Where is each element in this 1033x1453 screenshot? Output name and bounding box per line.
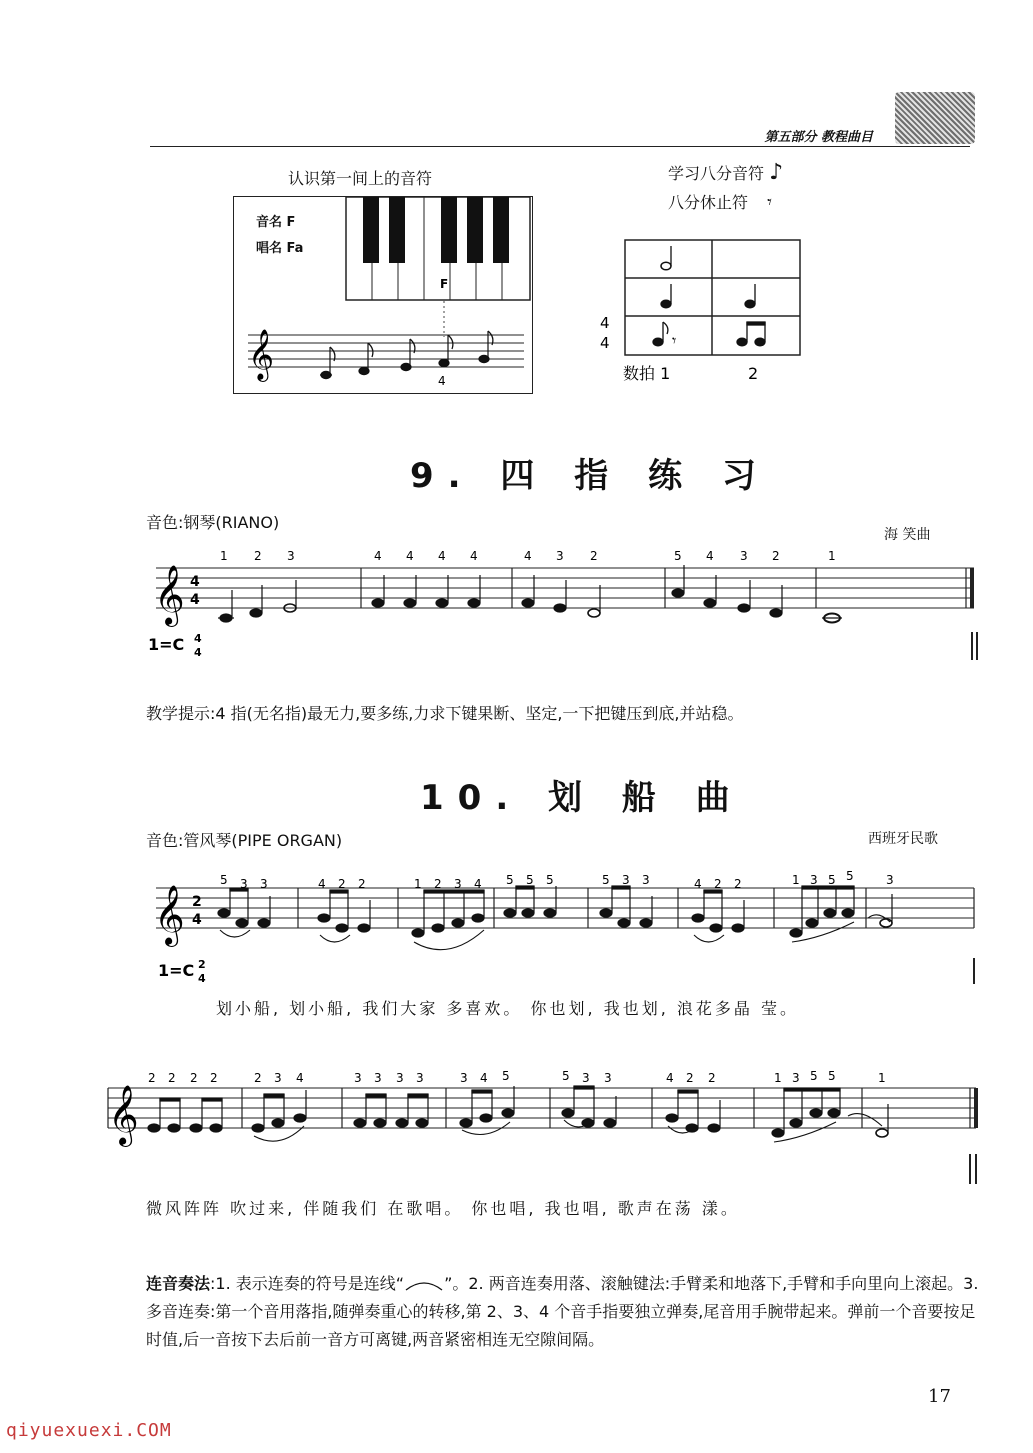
legato-label: 连音奏法: [146, 1274, 211, 1293]
piece9-composer: 海 笑曲: [884, 527, 931, 543]
svg-text:1: 1: [792, 873, 800, 887]
finger-number-4: 4: [438, 374, 446, 388]
piece10-lyrics-line1: 划小船, 划小船, 我们大家 多喜欢。 你也划, 我也划, 浪花多晶 莹。: [216, 999, 799, 1018]
piece9-fingering: [220, 550, 836, 563]
svg-text:3: 3: [740, 550, 748, 563]
svg-text:5: 5: [846, 869, 854, 883]
note-value-grid: [596, 238, 806, 388]
slur-symbol-icon: [404, 1278, 444, 1292]
piece9-time-top: 4: [194, 632, 202, 645]
svg-text:4: 4: [706, 550, 714, 563]
legato-paragraph: [146, 1270, 982, 1354]
note-name-label: 音名 F: [256, 215, 296, 230]
svg-text:3: 3: [604, 1071, 612, 1085]
svg-text:3: 3: [240, 877, 248, 891]
svg-text:1: 1: [220, 550, 228, 563]
svg-text:3: 3: [454, 877, 462, 891]
svg-text:2: 2: [338, 877, 346, 891]
svg-text:2: 2: [254, 550, 262, 563]
svg-text:4: 4: [374, 550, 382, 563]
svg-text:5: 5: [828, 1069, 836, 1083]
svg-text:2: 2: [590, 550, 598, 563]
eighth-rest-caption: [668, 190, 772, 213]
svg-text:4: 4: [666, 1071, 674, 1085]
svg-text:5: 5: [810, 1069, 818, 1083]
eighth-note-caption: [668, 160, 783, 185]
svg-text:3: 3: [354, 1071, 362, 1085]
svg-text:4: 4: [470, 550, 478, 563]
svg-text:2: 2: [734, 877, 742, 891]
piece10-timbre: 音色:管风琴(PIPE ORGAN): [146, 831, 343, 850]
svg-text:2: 2: [772, 550, 780, 563]
svg-text:2: 2: [190, 1071, 198, 1085]
svg-text:4: 4: [474, 877, 482, 891]
eighth-rest-icon: 𝄾: [767, 192, 772, 213]
treble-clef-icon: 𝄞: [108, 1085, 139, 1145]
eighth-rest-icon: 𝄾: [672, 331, 677, 350]
svg-text:5: 5: [828, 873, 836, 887]
piano-keyboard: [346, 197, 530, 337]
svg-text:5: 5: [526, 873, 534, 887]
svg-text:3: 3: [792, 1071, 800, 1085]
svg-text:2: 2: [210, 1071, 218, 1085]
svg-text:5: 5: [502, 1069, 510, 1083]
keyboard-staff-figure: [234, 197, 532, 393]
svg-text:2: 2: [148, 1071, 156, 1085]
piece9-time-bottom: 4: [194, 646, 202, 659]
svg-text:5: 5: [220, 873, 228, 887]
svg-text:5: 5: [506, 873, 514, 887]
piece10-staff-line2: [104, 1068, 980, 1188]
time-sig-bottom: 4: [190, 592, 200, 608]
piece9-title: 9. 四 指 练 习: [410, 456, 770, 496]
svg-text:3: 3: [260, 877, 268, 891]
piece10-time-top: 2: [198, 958, 206, 971]
grid-time-bottom: 4: [600, 334, 610, 352]
svg-text:4: 4: [296, 1071, 304, 1085]
svg-text:3: 3: [460, 1071, 468, 1085]
svg-text:3: 3: [582, 1071, 590, 1085]
beat-label-2: 2: [748, 364, 759, 383]
svg-text:4: 4: [406, 550, 414, 563]
eighth-rest-text: 八分休止符: [668, 193, 749, 212]
svg-text:5: 5: [562, 1069, 570, 1083]
piece10-key: 1=C: [158, 961, 195, 980]
treble-clef-icon: 𝄞: [154, 565, 185, 625]
svg-text:3: 3: [274, 1071, 282, 1085]
legato-text-part2: ”。2. 两音连奏用落、滚触键法:手臂柔和地落下,手臂和手向里向上滚起。3. 多音连奏:第一个音用落指,随弹奏重心的转移,第 2、3、4 个音手指要独立弹奏,尾音用手腕带起来。弹前一个音要按足时值,后一音按下去后前一音方可离键,两音紧密相连无空隙间隔。: [146, 1274, 979, 1349]
svg-text:3: 3: [886, 873, 894, 887]
svg-text:3: 3: [416, 1071, 424, 1085]
svg-text:2: 2: [168, 1071, 176, 1085]
svg-text:4: 4: [694, 877, 702, 891]
svg-text:5: 5: [546, 873, 554, 887]
svg-text:3: 3: [642, 873, 650, 887]
sol-name-label: 唱名 Fa: [256, 241, 304, 256]
key-f-label: F: [440, 277, 449, 291]
svg-text:4: 4: [480, 1071, 488, 1085]
piece10-composer: 西班牙民歌: [868, 831, 938, 847]
svg-text:4: 4: [438, 550, 446, 563]
treble-clef-icon: 𝄞: [154, 885, 185, 945]
page-number: 17: [928, 1386, 951, 1407]
svg-text:4: 4: [192, 912, 202, 928]
time-sig-top: 4: [190, 574, 200, 590]
header-rule: [150, 146, 970, 147]
svg-text:2: 2: [686, 1071, 694, 1085]
piece9-tip: 教学提示:4 指(无名指)最无力,要多练,力求下键果断、坚定,一下把键压到底,并站稳。: [146, 704, 744, 723]
piece10-time-bottom: 4: [198, 972, 206, 985]
eighth-note-text: 学习八分音符: [668, 164, 765, 183]
svg-text:2: 2: [714, 877, 722, 891]
piece9-staff: [148, 550, 978, 665]
svg-text:4: 4: [318, 877, 326, 891]
svg-text:1: 1: [828, 550, 836, 563]
svg-text:2: 2: [358, 877, 366, 891]
treble-clef-icon: 𝄞: [248, 329, 275, 380]
svg-text:2: 2: [708, 1071, 716, 1085]
watermark: qiyuexuexi.COM: [6, 1420, 172, 1441]
grid-time-top: 4: [600, 314, 610, 332]
header-logo: [895, 92, 975, 144]
svg-text:2: 2: [192, 894, 202, 910]
svg-text:3: 3: [810, 873, 818, 887]
svg-text:5: 5: [602, 873, 610, 887]
svg-text:3: 3: [622, 873, 630, 887]
svg-text:3: 3: [556, 550, 564, 563]
svg-text:5: 5: [674, 550, 682, 563]
keyboard-lesson-box: [233, 196, 533, 394]
piece10-fingering-line2: [148, 1069, 886, 1085]
svg-text:1: 1: [878, 1071, 886, 1085]
piece9-key: 1=C: [148, 635, 185, 654]
eighth-note-icon: ♪: [769, 160, 784, 185]
svg-text:2: 2: [434, 877, 442, 891]
lesson-left-caption: 认识第一间上的音符: [288, 169, 433, 188]
piece10-staff-line1: [148, 866, 978, 986]
piece9-timbre: 音色:钢琴(RIANO): [146, 513, 280, 532]
svg-text:4: 4: [524, 550, 532, 563]
beat-label-1: 数拍 1: [623, 364, 671, 383]
piece10-title: 10. 划 船 曲: [420, 778, 744, 818]
svg-text:3: 3: [396, 1071, 404, 1085]
section-header: 第五部分 教程曲目: [764, 130, 873, 145]
svg-text:1: 1: [414, 877, 422, 891]
svg-text:2: 2: [254, 1071, 262, 1085]
svg-text:1: 1: [774, 1071, 782, 1085]
legato-text-part1: :1. 表示连奏的符号是连线“: [210, 1274, 405, 1293]
svg-text:3: 3: [287, 550, 295, 563]
piece10-lyrics-line2: 微风阵阵 吹过来, 伴随我们 在歌唱。 你也唱, 我也唱, 歌声在荡 漾。: [146, 1199, 740, 1218]
svg-text:3: 3: [374, 1071, 382, 1085]
